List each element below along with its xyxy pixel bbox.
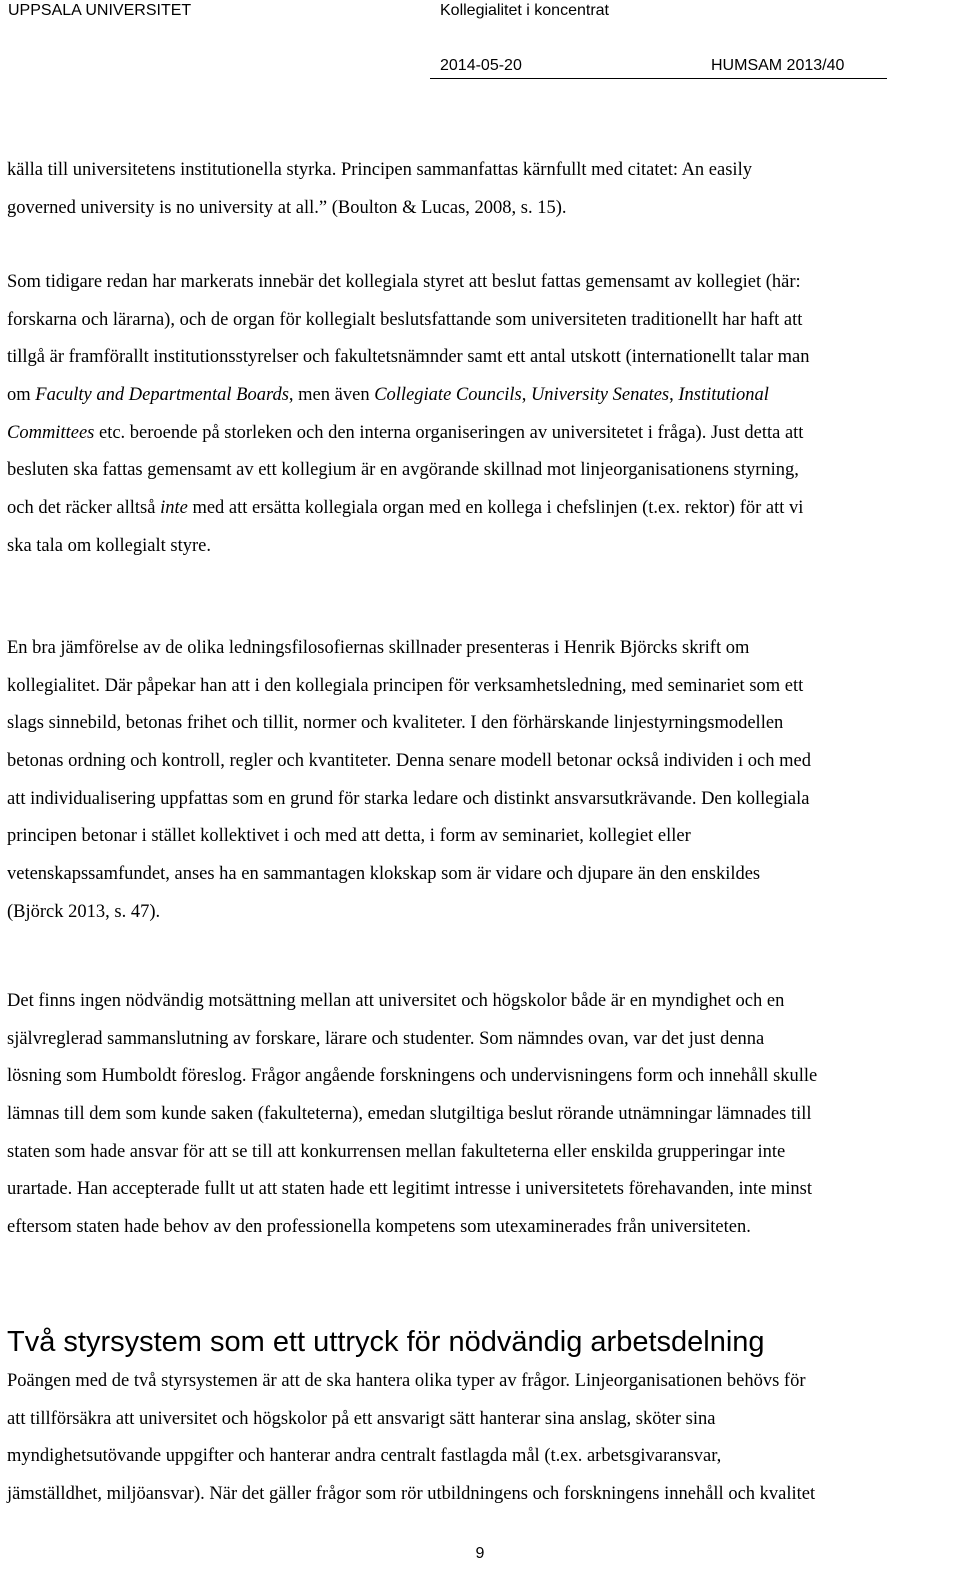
text-run: lösning som Humboldt föreslog. Frågor angående forskningens och undervisningens form och innehåll skulle xyxy=(7,1066,818,1087)
paragraph-1 xyxy=(7,152,957,227)
text-run: källa till universitetens institutionella styrka. Principen sammanfattas kärnfullt med citatet: xyxy=(7,160,678,180)
university-name: UPPSALA UNIVERSITET xyxy=(8,2,192,19)
document-reference: HUMSAM 2013/40 xyxy=(711,57,845,74)
text-run: , men även xyxy=(288,385,375,406)
italic-run: Committees xyxy=(7,422,95,443)
text-run: (Björck 2013, s. 47). xyxy=(7,901,161,922)
paragraph-2 xyxy=(7,264,957,566)
document-title: Kollegialitet i koncentrat xyxy=(440,2,609,19)
text-run: besluten ska fattas gemensamt av ett kollegium är en avgörande skillnad mot linjeorganisationens styrning, xyxy=(7,460,799,481)
italic-run: Faculty and Departmental Boards xyxy=(35,385,289,406)
text-run: Poängen med de två styrsystemen är att de ska hantera olika typer av frågor. Linjeorganisationen behövs för xyxy=(7,1371,806,1391)
text-run: En bra jämförelse av de olika ledningsfilosofiernas skillnader presenteras i Henrik Björcks skrift om xyxy=(7,638,750,658)
document-date: 2014-05-20 xyxy=(440,57,522,74)
text-run: governed university is no university at all.” (Boulton & Lucas, 2008, s. 15). xyxy=(7,197,567,218)
paragraph-5 xyxy=(7,1363,957,1514)
text-run: lämnas till dem som kunde saken (fakulteterna), emedan slutgiltiga beslut rörande utnämningar lämnades till xyxy=(7,1104,812,1125)
text-run: Det finns ingen nödvändig motsättning mellan att universitet och högskolor både är en myndighet och en xyxy=(7,991,785,1011)
text-run: och det räcker alltså xyxy=(7,498,161,519)
text-run: eftersom staten hade behov av den professionella kompetens som utexaminerades från universiteten. xyxy=(7,1217,751,1238)
text-run: om xyxy=(7,385,36,406)
italic-run: Institutional xyxy=(678,385,769,406)
page-number: 9 xyxy=(475,1545,485,1562)
italic-run: inte xyxy=(160,498,188,519)
text-run: slags sinnebild, betonas frihet och tillit, normer och kvaliteter. I den förhärskande linjestyrningsmodellen xyxy=(7,713,784,734)
page-header xyxy=(0,0,960,80)
text-run: Som tidigare redan har markerats innebär det kollegiala styret att beslut fattas gemensamt av kollegiet (här: xyxy=(7,272,801,292)
text-run: vetenskapssamfundet, anses ha en sammantagen klokskap som är vidare och djupare än den enskildes xyxy=(7,864,761,885)
text-run: , xyxy=(521,385,531,406)
paragraph-3 xyxy=(7,630,957,932)
text-run: An easily xyxy=(677,160,752,180)
text-run: myndighetsutövande uppgifter och hanterar andra centralt fastlagda mål (t.ex. arbetsgivaransvar, xyxy=(7,1446,722,1467)
text-run: betonas ordning och kontroll, regler och kvantiteter. Denna senare modell betonar också individen i och med xyxy=(7,751,811,772)
text-run: ska tala om kollegialt styre. xyxy=(7,535,211,556)
text-run: , xyxy=(669,385,679,406)
text-run: att individualisering uppfattas som en grund för starka ledare och distinkt ansvarsutkrävande. Den kollegiala xyxy=(7,788,810,809)
paragraph-4 xyxy=(7,983,957,1247)
text-run: staten som hade ansvar för att se till att konkurrensen mellan fakulteterna eller enskilda grupperingar inte xyxy=(7,1141,786,1162)
header-rule xyxy=(430,78,887,79)
section-heading: Två styrsystem som ett uttryck för nödvändig arbetsdelning xyxy=(7,1326,765,1358)
text-run: att tillförsäkra att universitet och högskolor på ett ansvarigt sätt hanterar sina anslag, sköter sina xyxy=(7,1408,716,1429)
text-run: med att ersätta kollegiala organ med en kollega i chefslinjen (t.ex. rektor) för att vi xyxy=(187,498,804,519)
text-run: kollegialitet. Där påpekar han att i den kollegiala principen för verksamhetsledning, med seminariet som ett xyxy=(7,675,804,696)
text-run: urartade. Han accepterade fullt ut att staten hade ett legitimt intresse i universitetets förehavanden, inte minst xyxy=(7,1179,812,1200)
text-run: etc. beroende på storleken och den interna organiseringen av universitetet i fråga). Just detta att xyxy=(94,422,804,443)
italic-run: University Senates xyxy=(530,385,670,406)
text-run: tillgå är framförallt institutionsstyrelser och fakultetsnämnder samt ett antal utskott (internationellt talar man xyxy=(7,347,810,368)
text-run: jämställdhet, miljöansvar). När det gäller frågor som rör utbildningens och forskningens innehåll och kvalitet xyxy=(7,1484,816,1505)
text-run: principen betonar i stället kollektivet i och med att detta, i form av seminariet, kollegiet eller xyxy=(7,826,691,847)
italic-run: Collegiate Councils xyxy=(374,385,522,406)
text-run: självreglerad sammanslutning av forskare, lärare och studenter. Som nämndes ovan, var det just denna xyxy=(7,1028,765,1049)
text-run: forskarna och lärarna), och de organ för kollegialt beslutsfattande som universiteten traditionellt har haft att xyxy=(7,309,803,330)
